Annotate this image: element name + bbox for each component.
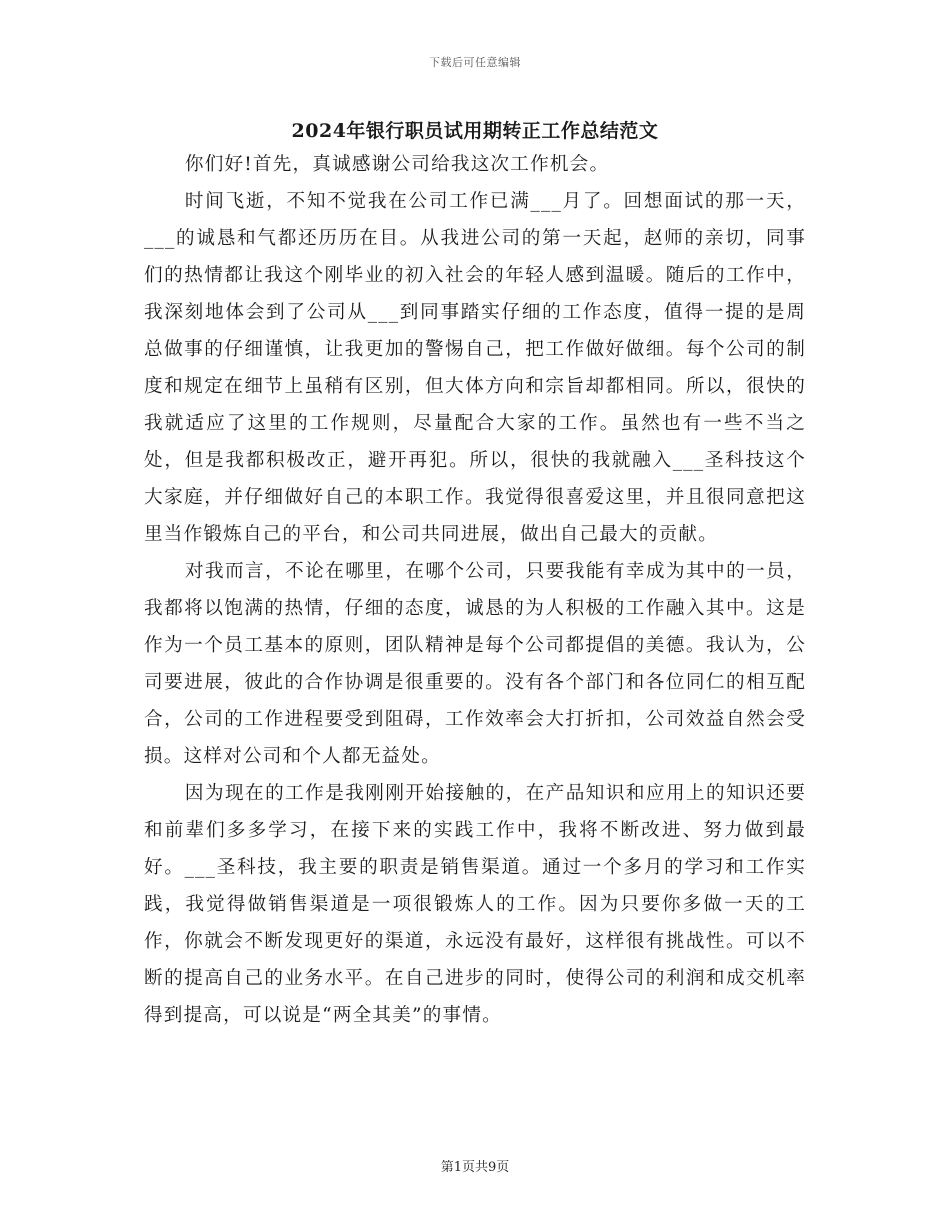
paragraph: 时间飞逝，不知不觉我在公司工作已满___月了。回想面试的那一天，___的诚恳和气都还历历在目。从我进公司的第一天起，赵师的亲切，同事们的热情都让我这个刚毕业的初入社会的年轻人感到温暖。随后的工作中，我深刻地体会到了公司从___到同事踏实仔细的工作态度，值得一提的是周总做事的仔细谨慎，让我更加的警惕自己，把工作做好做细。每个公司的制度和规定在细节上虽稍有区别，但大体方向和宗旨却都相同。所以，很快的我就适应了这里的工作规则，尽量配合大家的工作。虽然也有一些不当之处，但是我都积极改正，避开再犯。所以，很快的我就融入___圣科技这个大家庭，并仔细做好自己的本职工作。我觉得很喜爱这里，并且很同意把这里当作锻炼自己的平台，和公司共同进展，做出自己最大的贡献。: [144, 191, 806, 545]
paragraph: 对我而言，不论在哪里，在哪个公司，只要我能有幸成为其中的一员，我都将以饱满的热情，仔细的态度，诚恳的为人积极的工作融入其中。这是作为一个员工基本的原则，团队精神是每个公司都提倡的美德。我认为，公司要进展，彼此的合作协调是很重要的。没有各个部门和各位同仁的相互配合，公司的工作进程要受到阻碍，工作效率会大打折扣，公司效益自然会受损。这样对公司和个人都无益处。: [144, 561, 806, 767]
header-note: 下载后可任意编辑: [429, 56, 521, 69]
document-body: [144, 146, 806, 1034]
document-title: 2024年银行职员试用期转正工作总结范文: [291, 120, 659, 142]
paragraph: 你们好!首先，真诚感谢公司给我这次工作机会。: [184, 154, 610, 175]
paragraph: 因为现在的工作是我刚刚开始接触的，在产品知识和应用上的知识还要和前辈们多多学习，在接下来的实践工作中，我将不断改进、努力做到最好。___圣科技，我主要的职责是销售渠道。通过一个多月的学习和工作实践，我觉得做销售渠道是一项很锻炼人的工作。因为只要你多做一天的工作，你就会不断发现更好的渠道，永远没有最好，这样很有挑战性。可以不断的提高自己的业务水平。在自己进步的同时，使得公司的利润和成交机率得到提高，可以说是“两全其美”的事情。: [144, 783, 806, 1026]
page-number: 第1页共9页: [440, 1160, 510, 1175]
